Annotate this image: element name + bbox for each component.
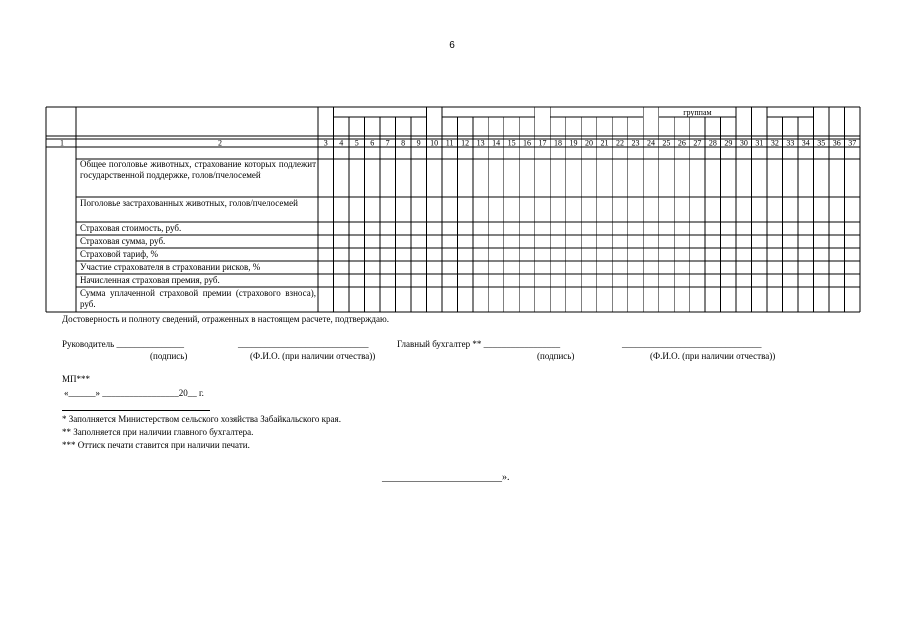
stamp-mark: МП***: [62, 374, 91, 384]
group-header-label: группам: [683, 108, 712, 117]
column-number-6: 6: [370, 138, 375, 148]
row-label-insured-sum: Страховая сумма, руб.: [80, 236, 166, 246]
closing-line: ________________________».: [382, 472, 510, 483]
column-number-23: 23: [631, 138, 640, 148]
column-number-37: 37: [848, 138, 857, 148]
column-number-35: 35: [817, 138, 826, 148]
row-label-total-livestock: Общее поголовье животных, страхование которых подлежит государственной поддержке, голов/пчелосемей: [80, 159, 316, 180]
row-label-insured-value: Страховая стоимость, руб.: [80, 223, 182, 233]
column-number-17: 17: [538, 138, 547, 148]
column-number-30: 30: [739, 138, 748, 148]
row-label-insurance-rate: Страховой тариф, %: [80, 249, 159, 259]
row-label-policyholder-share: Участие страхователя в страховании рисков, %: [80, 262, 261, 272]
signature-caption-accountant: (подпись): [537, 351, 575, 361]
column-number-18: 18: [554, 138, 563, 148]
column-number-27: 27: [693, 138, 702, 148]
column-number-10: 10: [430, 138, 439, 148]
column-number-28: 28: [708, 138, 717, 148]
head-signature-line: Руководитель _______________: [62, 339, 185, 349]
chief-accountant-signature-line: Главный бухгалтер ** _________________: [397, 339, 561, 349]
column-number-19: 19: [569, 138, 578, 148]
column-number-11: 11: [445, 138, 454, 148]
footnote-3: *** Оттиск печати ставится при наличии печати.: [62, 440, 250, 450]
column-number-26: 26: [677, 138, 686, 148]
row-label-accrued-premium: Начисленная страховая премия, руб.: [80, 275, 220, 285]
column-number-14: 14: [492, 138, 501, 148]
column-number-36: 36: [832, 138, 841, 148]
footnote-2: ** Заполняется при наличии главного бухгалтера.: [62, 427, 254, 437]
column-number-8: 8: [401, 138, 406, 148]
page-number: 6: [449, 40, 455, 51]
column-number-9: 9: [416, 138, 421, 148]
column-number-34: 34: [801, 138, 810, 148]
column-number-32: 32: [770, 138, 779, 148]
column-number-25: 25: [662, 138, 671, 148]
date-line: «______» _________________20__ г.: [64, 388, 204, 398]
column-number-31: 31: [755, 138, 764, 148]
name-caption-accountant: (Ф.И.О. (при наличии отчества)): [650, 351, 776, 361]
column-number-24: 24: [646, 138, 655, 148]
signature-caption: (подпись): [150, 351, 188, 361]
column-number-21: 21: [600, 138, 609, 148]
column-number-15: 15: [507, 138, 516, 148]
name-caption: (Ф.И.О. (при наличии отчества)): [250, 351, 376, 361]
column-number-13: 13: [476, 138, 485, 148]
footnote-separator: [62, 410, 210, 411]
column-number-7: 7: [385, 138, 390, 148]
column-number-1: 1: [60, 138, 64, 148]
column-number-4: 4: [339, 138, 344, 148]
column-number-3: 3: [323, 138, 328, 148]
head-name-line: _____________________________: [238, 339, 369, 349]
accountant-name-line: _______________________________: [622, 339, 762, 349]
column-number-2: 2: [218, 138, 222, 148]
column-number-12: 12: [461, 138, 470, 148]
column-number-16: 16: [523, 138, 532, 148]
certification-text: Достоверность и полноту сведений, отраженных в настоящем расчете, подтверждаю.: [62, 314, 389, 324]
column-number-5: 5: [354, 138, 359, 148]
column-number-33: 33: [786, 138, 795, 148]
column-number-20: 20: [585, 138, 593, 148]
footnote-1: * Заполняется Министерством сельского хозяйства Забайкальского края.: [62, 414, 341, 424]
column-number-29: 29: [724, 138, 733, 148]
row-label-paid-premium: Сумма уплаченной страховой премии (страхового взноса), руб.: [80, 288, 316, 309]
column-number-22: 22: [615, 138, 624, 148]
row-label-insured-livestock: Поголовье застрахованных животных, голов/пчелосемей: [80, 198, 298, 208]
